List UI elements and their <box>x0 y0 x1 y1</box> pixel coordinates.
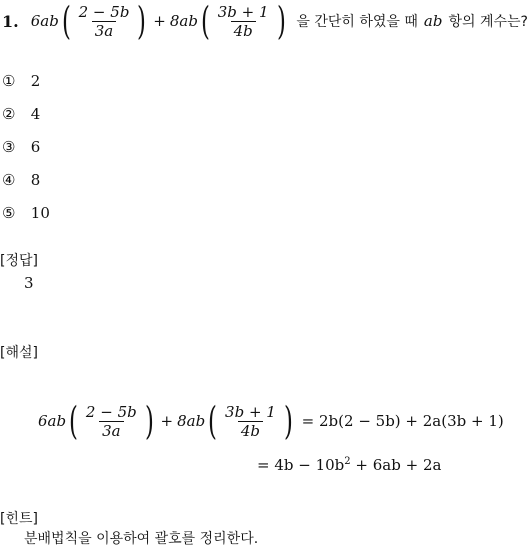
left-paren: ( <box>61 0 71 43</box>
plus-sign: + <box>153 12 166 30</box>
left-paren: ( <box>200 0 210 43</box>
fraction-2-denominator: 4b <box>238 421 263 440</box>
option-2[interactable] <box>2 105 40 123</box>
option-4[interactable] <box>2 171 40 189</box>
fraction-1-denominator: 3a <box>92 21 117 40</box>
fraction-1 <box>76 3 133 40</box>
right-paren: ) <box>283 399 293 443</box>
fraction-2-numerator: 3b + 1 <box>217 2 269 21</box>
option-value: 6 <box>30 138 41 156</box>
fraction-2 <box>222 403 279 440</box>
expr-prefix: 6ab <box>38 412 67 430</box>
right-paren: ) <box>276 0 286 43</box>
exponent: 2 <box>344 456 351 467</box>
option-marker: ② <box>2 105 16 123</box>
option-3[interactable] <box>2 138 40 156</box>
fraction-1-numerator: 2 − 5b <box>85 402 137 421</box>
question-text-after: 항의 계수는? <box>448 14 528 30</box>
option-value: 2 <box>30 72 41 90</box>
question-text-before: 을 간단히 하였을 때 <box>296 14 418 30</box>
left-paren: ( <box>69 399 78 443</box>
right-paren: ) <box>137 0 147 43</box>
option-value: 8 <box>30 171 41 189</box>
expr-mid: 8ab <box>177 412 206 430</box>
option-marker: ③ <box>2 138 16 156</box>
explanation-line-2-part-a: = 4b − 10b <box>257 456 345 474</box>
plus-sign: + <box>160 412 174 430</box>
expr-prefix: 6ab <box>30 12 59 30</box>
hint-text: 분배법칙을 이용하여 괄호를 정리한다. <box>24 531 259 547</box>
fraction-2-numerator: 3b + 1 <box>225 402 276 421</box>
explanation-line-1 <box>38 399 504 443</box>
question-number: 1. <box>2 11 19 31</box>
option-value: 4 <box>30 105 41 123</box>
left-paren: ( <box>208 399 218 443</box>
explanation-line-2-part-b: + 6ab + 2a <box>350 456 442 474</box>
option-value: 10 <box>30 204 50 222</box>
question-line <box>2 0 528 43</box>
option-1[interactable] <box>2 72 40 90</box>
fraction-1 <box>83 403 140 440</box>
expr-mid: 8ab <box>169 12 198 30</box>
option-5[interactable] <box>2 204 50 222</box>
explanation-line-1-rhs: = 2b(2 − 5b) + 2a(3b + 1) <box>301 412 504 430</box>
right-paren: ) <box>144 399 154 443</box>
option-marker: ④ <box>2 171 16 189</box>
fraction-2-denominator: 4b <box>231 21 256 40</box>
option-marker: ① <box>2 72 16 90</box>
fraction-2 <box>215 3 272 40</box>
option-marker: ⑤ <box>2 204 16 222</box>
explanation-label: [해설] <box>0 345 38 361</box>
hint-label: [힌트] <box>0 511 38 527</box>
answer-label: [정답] <box>0 253 38 269</box>
fraction-1-denominator: 3a <box>99 421 124 440</box>
answer-value: 3 <box>24 274 34 292</box>
explanation-line-2 <box>257 456 441 474</box>
question-var: ab <box>423 12 443 30</box>
fraction-1-numerator: 2 − 5b <box>78 2 130 21</box>
